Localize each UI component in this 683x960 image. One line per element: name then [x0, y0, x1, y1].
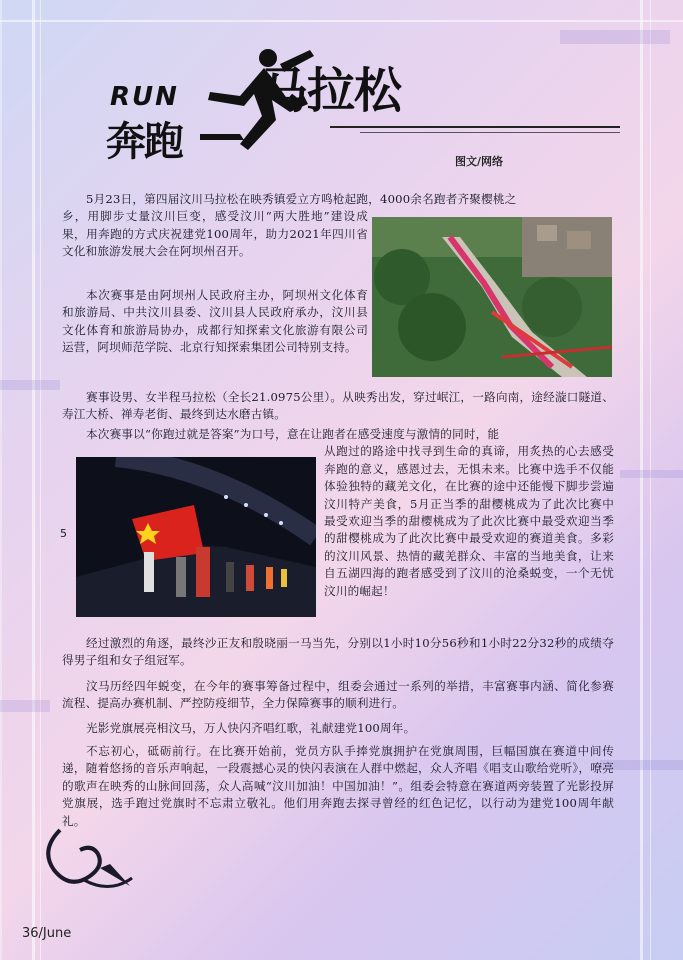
paragraph-4a: 本次赛事以“你跑过就是答案”为口号，意在让跑者在感受速度与激情的同时，能	[86, 427, 500, 441]
page-number: 36/June	[22, 926, 72, 941]
decor-glitch	[620, 470, 683, 478]
paragraph-3: 赛事设男、女半程马拉松（全长21.0975公里）。从映秀出发，穿过岷江，一路向南，途经漩口隧道、寿江大桥、禅寿老街、最终到达水磨古镇。	[62, 390, 614, 422]
decor-stripe	[32, 0, 35, 960]
paragraph-7: 光影党旗展亮相汶马，万人快闪齐唱红歌，礼献建党100周年。	[86, 721, 416, 735]
paragraph-1a: 5月23日，第四届汶川马拉松在映秀镇爱立方鸣枪起跑，4000余名跑者齐聚樱桃之	[86, 192, 517, 206]
title-rule	[330, 126, 620, 128]
decor-glitch	[0, 700, 50, 712]
photo-aerial-race	[372, 217, 612, 377]
tunnel-runners-image	[76, 457, 316, 617]
aerial-race-image	[372, 217, 612, 377]
title-part1: 奔跑	[106, 119, 182, 165]
title-rule	[360, 132, 620, 133]
decor-glitch	[0, 380, 60, 390]
decor-stripe	[40, 0, 41, 960]
swirl-ornament	[40, 820, 140, 900]
title-part2: 马拉松	[260, 63, 402, 119]
margin-note: 5	[60, 527, 67, 540]
paragraph-5: 经过激烈的角逐，最终沙正友和殷晓丽一马当先，分别以1小时10分56秒和1小时22分32秒的成绩夺得男子组和女子组冠军。	[62, 636, 614, 668]
paragraph-1	[62, 208, 368, 260]
run-word: RUN	[110, 82, 179, 112]
photo-tunnel-runners	[76, 457, 316, 617]
decor-stripe	[0, 20, 683, 22]
paragraph-1-tail: 乡，用脚步丈量汶川巨变，感受汶川“两大胜地”建设成果，用奔跑的方式庆祝建党100周年，助力2021年四川省文化和旅游发展大会在阿坝州召开。	[62, 209, 368, 259]
paragraph-6: 汶马历经四年蜕变，在今年的赛事筹备过程中，组委会通过一系列的举措，丰富赛事内涵、简化参赛流程、提高办赛机制、严控防疫细节，全力保障赛事的顺利进行。	[62, 679, 614, 711]
paragraph-2: 本次赛事是由阿坝州人民政府主办，阿坝州文化体育和旅游局、中共汶川县委、汶川县人民政府承办，汶川县文化体育和旅游局协办，成都行知探索文化旅游有限公司运营，阿坝师范学院、北京行知探索集团公司特别支持。	[62, 288, 368, 355]
paragraph-4: 从跑过的路途中找寻到生命的真谛，用炙热的心去感受奔跑的意义，感恩过去，无惧未来。比赛中选手不仅能体验独特的藏羌文化，在比赛的途中还能慢下脚步尝遍汶川特产美食，5月正当季的甜樱桃成为了此次比赛中最受欢迎当季的甜樱桃成为了此次比赛中最受欢迎当季的甜樱桃成为了此次比赛中最受欢迎的赛道美食。多彩的汶川风景、热情的藏羌群众、丰富的当地美食，让来自五湖四海的跑者感受到了汶川的沧桑蜕变，一个无忧汶川的崛起！	[324, 444, 614, 598]
decor-stripe	[650, 0, 651, 960]
photo-credit: 图文/网络	[455, 155, 504, 168]
article-header	[100, 40, 640, 180]
paragraph-8: 不忘初心，砥砺前行。在比赛开始前，党员方队手捧党旗拥护在党旗周围，巨幅国旗在赛道中间传递，随着悠扬的音乐声响起，一段震撼心灵的快闪表演在人群中燃起，众人齐唱《唱支山歌给党听》，嘹亮的歌声在映秀的山脉间回荡，众人高喊“汶川加油！中国加油！”。组委会特意在赛道两旁装置了光影投屏党旗展，选手跑过党旗时不忘肃立敬礼。他们用奔跑去探寻曾经的红色记忆，以行动为建党100周年献礼。	[62, 744, 614, 828]
decor-stripe	[640, 0, 643, 960]
